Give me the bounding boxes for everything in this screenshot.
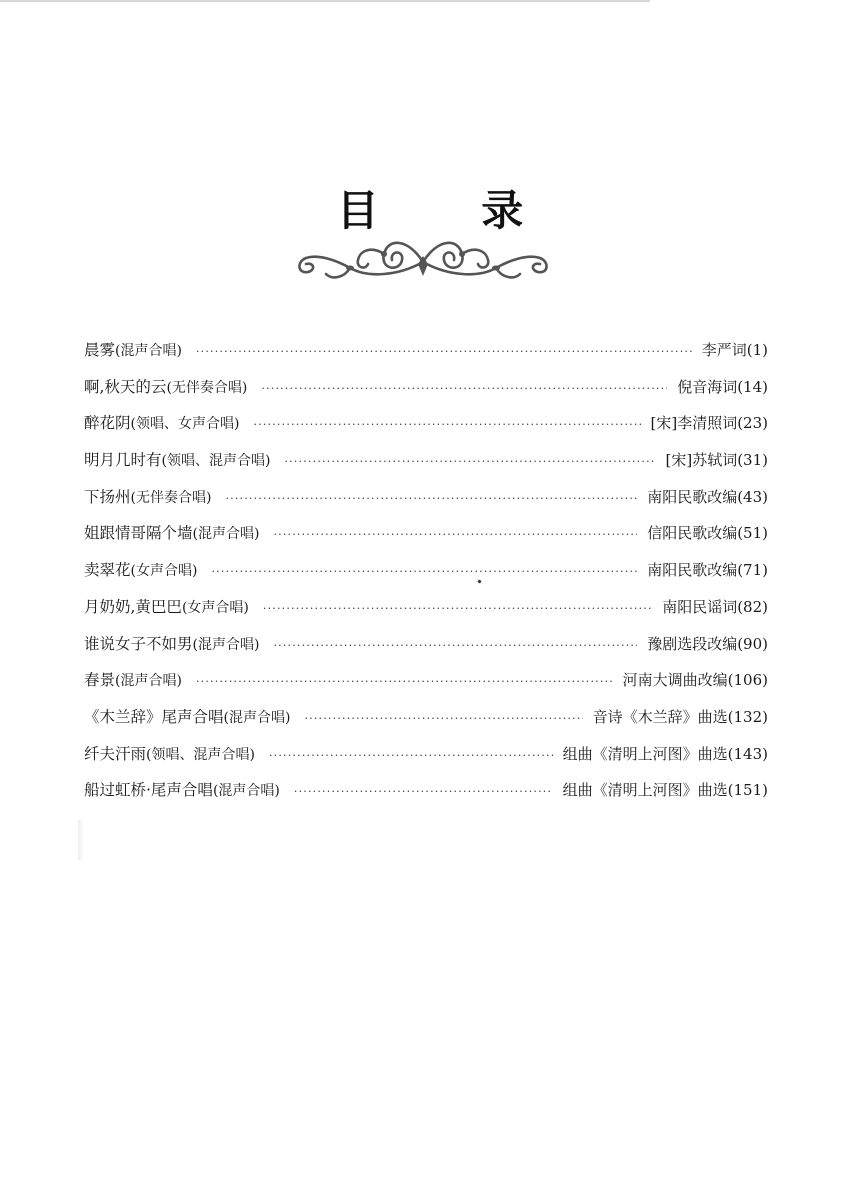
toc-entry-title xyxy=(84,332,182,370)
song-title: 《木兰辞》尾声合唱 xyxy=(84,707,224,726)
toc-entry-author-page: 音诗《木兰辞》曲选(132) xyxy=(592,707,768,726)
song-title: 明月几时有 xyxy=(84,451,162,470)
toc-entry xyxy=(84,405,768,442)
table-of-contents xyxy=(84,332,768,809)
toc-entry xyxy=(84,442,768,479)
dot-leader xyxy=(273,628,637,665)
toc-entry-author-page: 倪音海词(14) xyxy=(677,377,768,396)
toc-entry-author-page: [宋]李清照词(23) xyxy=(650,414,768,433)
voicing-note: (混声合唱) xyxy=(192,636,260,653)
scan-edge xyxy=(0,0,650,2)
toc-entry-title xyxy=(84,699,290,737)
dot-leader xyxy=(196,664,613,701)
voicing-note: (领唱、混声合唱) xyxy=(161,453,271,470)
voicing-note: (领唱、混声合唱) xyxy=(146,746,255,763)
song-title: 月奶奶,黄巴巴 xyxy=(84,597,182,616)
toc-entry-title xyxy=(84,405,239,443)
voicing-note: (混声合唱) xyxy=(115,343,182,359)
dot-leader xyxy=(225,481,637,518)
toc-entry xyxy=(84,626,768,663)
voicing-note: (女声合唱) xyxy=(181,599,249,616)
song-title: 谁说女子不如男 xyxy=(84,634,193,653)
toc-entry xyxy=(84,736,768,773)
voicing-note: (女声合唱) xyxy=(130,563,198,580)
toc-entry xyxy=(84,589,768,626)
toc-entry-author-page: 南阳民歌改编(71) xyxy=(647,561,768,580)
song-title: 下扬州 xyxy=(84,487,131,506)
toc-entry-author-page: 信阳民歌改编(51) xyxy=(647,524,768,543)
toc-entry-author-page: 组曲《清明上河图》曲选(151) xyxy=(562,781,768,800)
voicing-note: (领唱、女声合唱) xyxy=(130,416,240,433)
toc-entry-title xyxy=(84,626,259,664)
dot-leader xyxy=(269,738,553,775)
dot-leader xyxy=(211,554,637,591)
scroll-flourish-icon xyxy=(288,232,558,290)
toc-entry-author-page: 南阳民歌改编(43) xyxy=(647,487,768,506)
toc-entry-title xyxy=(84,736,255,774)
page-title: 目 录 xyxy=(336,186,568,235)
song-title: 醉花阴 xyxy=(84,414,131,433)
dot-leader xyxy=(294,774,553,811)
toc-entry-title xyxy=(84,772,280,810)
voicing-note: (混声合唱) xyxy=(115,673,182,690)
toc-entry-title xyxy=(84,662,182,700)
song-title: 春景 xyxy=(84,671,116,690)
dot-leader xyxy=(253,407,640,444)
toc-entry-title xyxy=(84,552,197,590)
toc-entry xyxy=(84,515,768,552)
toc-entry-author-page: 豫剧选段改编(90) xyxy=(647,634,768,653)
toc-entry xyxy=(84,332,768,369)
toc-entry-title xyxy=(84,589,249,627)
toc-entry xyxy=(84,479,768,516)
toc-entry xyxy=(84,699,768,736)
dot-leader xyxy=(304,701,582,738)
toc-entry xyxy=(84,369,768,406)
dot-leader xyxy=(263,591,652,628)
toc-entry-author-page: [宋]苏轼词(31) xyxy=(665,451,768,470)
toc-entry-author-page: 李严词(1) xyxy=(701,341,768,359)
toc-entry-title xyxy=(84,479,211,517)
toc-entry-author-page: 南阳民谣词(82) xyxy=(662,597,768,616)
song-title: 纤夫汗雨 xyxy=(84,744,147,763)
voicing-note: (混声合唱) xyxy=(223,709,291,726)
song-title: 啊,秋天的云 xyxy=(84,377,167,396)
toc-entry xyxy=(84,772,768,809)
toc-entry xyxy=(84,662,768,699)
song-title: 姐跟情哥隔个墙 xyxy=(84,524,193,543)
dot-leader xyxy=(273,517,637,554)
toc-entry-author-page: 组曲《清明上河图》曲选(143) xyxy=(562,744,768,763)
toc-entry-title xyxy=(84,442,270,480)
toc-entry-author-page: 河南大调曲改编(106) xyxy=(622,671,768,690)
song-title: 卖翠花 xyxy=(84,561,131,580)
scan-shadow xyxy=(78,820,84,860)
song-title: 船过虹桥·尾声合唱 xyxy=(84,781,213,800)
dot-leader xyxy=(284,444,655,481)
voicing-note: (无伴奏合唱) xyxy=(130,489,212,506)
voicing-note: (混声合唱) xyxy=(192,526,260,543)
voicing-note: (混声合唱) xyxy=(212,783,280,800)
voicing-note: (无伴奏合唱) xyxy=(166,379,248,396)
toc-entry-title xyxy=(84,515,259,553)
dot-leader xyxy=(196,334,692,371)
toc-entry xyxy=(84,552,768,589)
song-title: 晨雾 xyxy=(84,341,116,359)
dot-leader xyxy=(261,371,667,408)
toc-entry-title xyxy=(84,369,247,407)
